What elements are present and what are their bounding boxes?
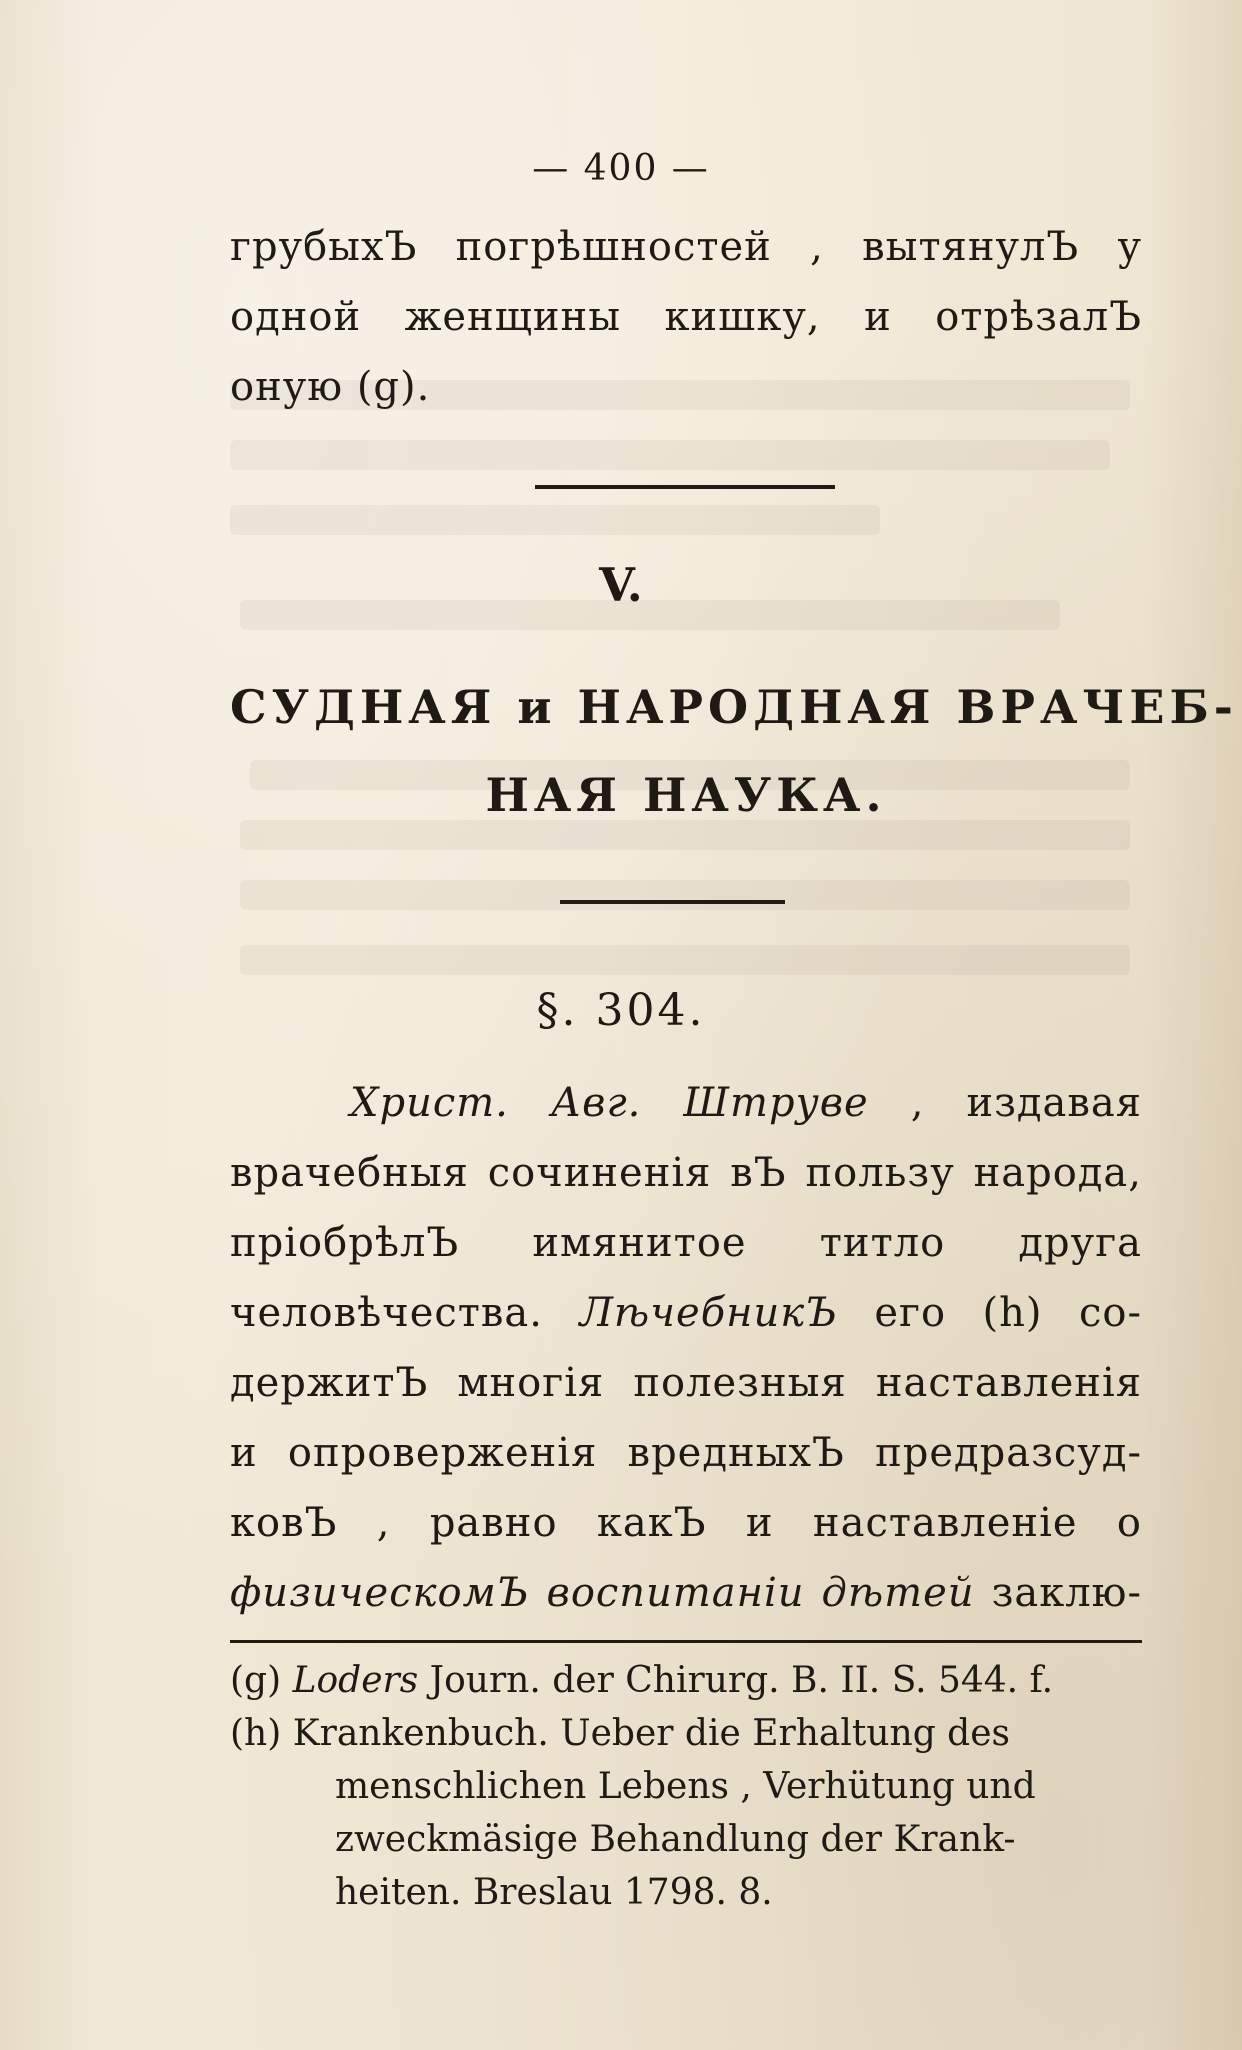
text-line: оную (g). (230, 364, 431, 410)
text-line: врачебныя сочиненія вЪ пользу народа, (230, 1150, 1142, 1196)
text-line: держитЪ многія полезныя наставленія (230, 1360, 1142, 1406)
footnote-h-cont: zweckmäsige Behandlung der Krank- (335, 1819, 1016, 1860)
italic-phrase: физическомЪ воспитаніи дѣтей (230, 1570, 975, 1616)
section-numeral: V. (599, 558, 643, 612)
footnote-author: Loders (292, 1660, 419, 1701)
footnote-h: (h) Krankenbuch. Ueber die Erhaltung des (230, 1713, 1011, 1754)
text-line: грубыхЪ погрѣшностей , вытянулЪ у (230, 224, 1142, 270)
book-title: ЛѣчебникЪ (579, 1290, 838, 1336)
section-title-line-1: СУДНАЯ и НАРОДНАЯ ВРАЧЕБ- (230, 680, 1238, 734)
footnote-h-cont: heiten. Breslau 1798. 8. (335, 1872, 773, 1913)
section-divider (535, 485, 835, 489)
top-text (230, 212, 1142, 422)
paragraph-number: §. 304. (536, 985, 706, 1036)
page-number: — 400 — (532, 148, 710, 189)
footnote-h-cont: menschlichen Lebens , Verhütung und (335, 1766, 1036, 1807)
paragraph-body (230, 1068, 1142, 1628)
footnote-g: (g) Loders Journ. der Chirurg. B. II. S. 544. f. (230, 1660, 1054, 1701)
text-line: Христ. Авг. Штруве , издавая (350, 1080, 1142, 1126)
title-divider (560, 900, 785, 904)
footnote-rule (230, 1640, 1142, 1643)
text-line: и опроверженія вредныхЪ предразсуд- (230, 1430, 1142, 1476)
author-name: Христ. Авг. Штруве (350, 1080, 869, 1126)
footnotes (230, 1654, 1150, 1919)
text-line: пріобрѣлЪ имянитое титло друга (230, 1220, 1142, 1266)
text-line: человѣчества. ЛѣчебникЪ его (h) со- (230, 1290, 1143, 1336)
text-line: физическомЪ воспитаніи дѣтей заклю- (230, 1570, 1142, 1616)
section-title-line-2: НАЯ НАУКА. (485, 768, 887, 822)
text-line: ковЪ , равно какЪ и наставленіе о (230, 1500, 1142, 1546)
text-line: одной женщины кишку, и отрѣзалЪ (230, 294, 1142, 340)
